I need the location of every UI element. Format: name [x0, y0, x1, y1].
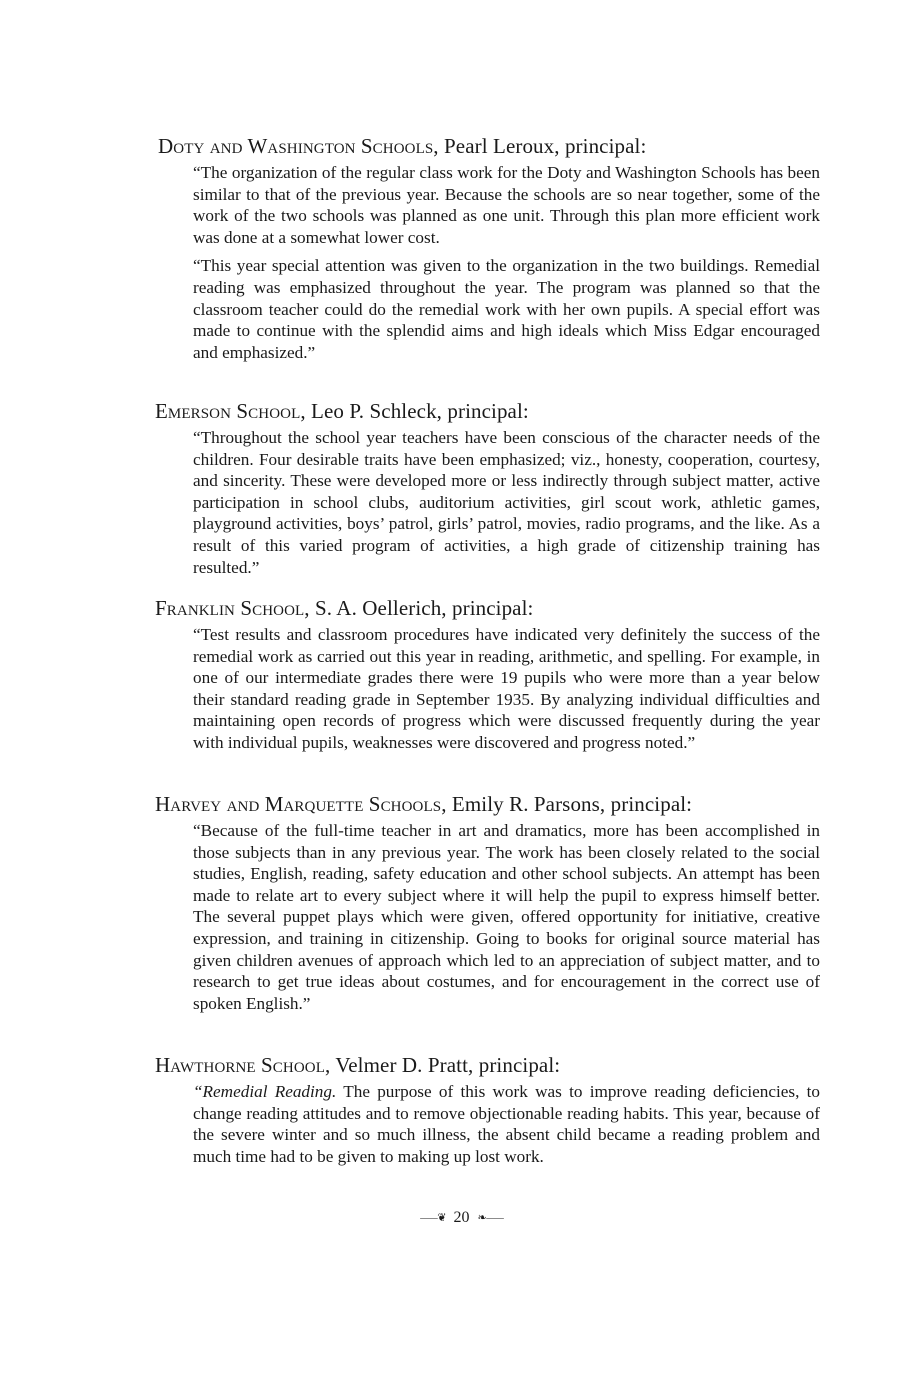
- ornament-left-icon: ⸺❦: [419, 1212, 446, 1225]
- paragraph: [193, 1081, 820, 1167]
- page-number: 20: [453, 1209, 470, 1227]
- principal-name: S. A. Oellerich, principal:: [314, 596, 534, 620]
- paragraph: “Because of the full-time teacher in art and dramatics, more has been accomplished in those subjects than in any previous year. The work has been closely related to the social studies, English, reading, safety education and other school subjects. An attempt has been made to relate art to every subject where it will help the pupil to express himself better. The several puppet plays which were given, offered opportunity for initiative, creative expression, and training in citizenship. Going to books for original source material has given children avenues of approach which led to an appreciation of subject matter, and to research to get true ideas about costumes, and for encouragement in the correct use of spoken English.”: [193, 821, 820, 1013]
- paragraph: “This year special attention was given to the organization in the two buildings. Remedial reading was emphasized throughout the year. The program was planned so that the classroom teacher could do the remedial work with her own pupils. A special effort was made to continue with the splendid aims and high ideals which Miss Edgar encouraged and emphasized.”: [193, 256, 820, 362]
- principal-name: Emily R. Parsons, principal:: [451, 792, 693, 816]
- paragraph: “The organization of the regular class work for the Doty and Washington Schools has been similar to that of the previous year. Because the schools are so near together, some of the work of the two schools was planned as one unit. Through this plan more efficient work was done at a somewhat lower cost.: [193, 163, 820, 247]
- school-name: Hawthorne School,: [155, 1053, 331, 1077]
- paragraph-text: The purpose of this work was to improve reading deficiencies, to change reading attitudes and to remove objectionable reading habits. This year, because of the severe winter and so much illness, the absent child became a reading problem and much time had to be given to making up lost work.: [193, 1082, 820, 1166]
- section-heading: [155, 791, 820, 817]
- school-name: Emerson School,: [155, 399, 306, 423]
- section-heading: [155, 1052, 820, 1078]
- paragraph: “Throughout the school year teachers have been conscious of the character needs of the children. Four desirable traits have been emphasized; viz., honesty, cooperation, courtesy, and sincerity. These were developed more or less indirectly through subject matter, active participation in school clubs, auditorium activities, girl scout work, athletic games, playground activities, boys’ patrol, girls’ patrol, movies, radio programs, and the like. As a result of this varied program of activities, a high grade of citizenship training has resulted.”: [193, 428, 820, 577]
- principal-name: Leo P. Schleck, principal:: [311, 399, 529, 423]
- paragraph: “Test results and classroom procedures have indicated very definitely the success of the remedial work as carried out this year in reading, arithmetic, and spelling. For example, in one of our intermediate grades there were 19 pupils who were more than a year below their standard reading grade in September 1935. By analyzing individual difficulties and maintaining open records of progress which were discussed frequently during the year with individual pupils, weaknesses were discovered and progress noted.”: [193, 625, 820, 752]
- section-hawthorne: [155, 1052, 820, 1167]
- page-footer: [0, 1207, 923, 1229]
- school-name: Doty and Washington Schools,: [158, 134, 439, 158]
- section-doty-washington: [155, 133, 820, 363]
- section-franklin: [155, 595, 820, 754]
- section-heading: [158, 133, 820, 159]
- school-name: Franklin School,: [155, 596, 310, 620]
- section-emerson: [155, 398, 820, 578]
- principal-name: Pearl Leroux, principal:: [444, 134, 647, 158]
- principal-name: Velmer D. Pratt, principal:: [335, 1053, 561, 1077]
- section-heading: [155, 398, 820, 424]
- section-heading: [155, 595, 820, 621]
- italic-lead: “Remedial Reading.: [193, 1082, 337, 1101]
- school-name: Harvey and Marquette Schools,: [155, 792, 447, 816]
- section-harvey-marquette: [155, 791, 820, 1014]
- ornament-right-icon: ❧⸺: [477, 1212, 504, 1225]
